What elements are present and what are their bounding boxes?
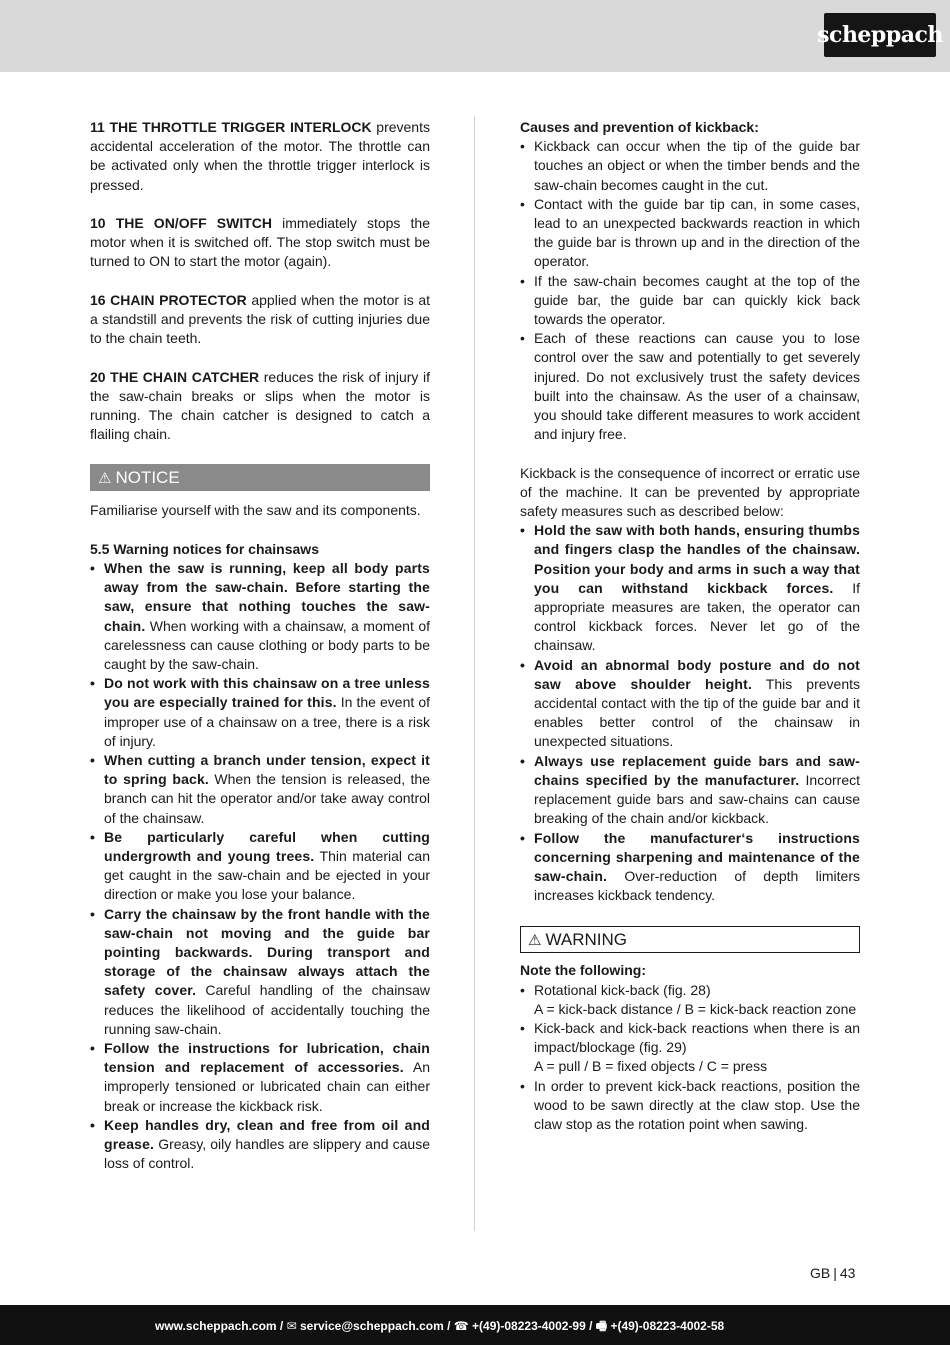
- paragraph-chain-protector: 16 CHAIN PROTECTOR applied when the motor is at a standstill and prevents the risk of cutting injuries due to the chain teeth.: [90, 291, 430, 347]
- warning-notices-list: [90, 559, 430, 1174]
- left-column: [90, 118, 430, 1174]
- list-item: • When the saw is running, keep all body parts away from the saw-chain. Before starting the saw, ensure that nothing touches the saw-chain. When working with a chainsaw, a moment of carelessness can cause clothing or body parts to be caught by the saw-chain.: [90, 559, 430, 674]
- list-item: • Kick-back and kick-back reactions when there is an impact/blockage (fig. 29) A = pull / B = fixed objects / C = press: [520, 1019, 860, 1077]
- warning-banner: ⚠ WARNING: [520, 926, 860, 953]
- list-item: • Kickback can occur when the tip of the guide bar touches an object or when the timber bends and the saw-chain becomes caught in the cut.: [520, 137, 860, 195]
- section-heading: 5.5 Warning notices for chainsaws: [90, 540, 319, 557]
- list-item: • Avoid an abnormal body posture and do not saw above shoulder height. This prevents accidental contact with the tip of the guide bar and it enables better control of the chainsaw in unexpected situations.: [520, 656, 860, 752]
- list-item: • Each of these reactions can cause you to lose control over the saw and potentially to get severely injured. Do not exclusively trust the safety devices built into the chainsaw. As the user of a chainsaw, you should take different measures to work accident and injury free.: [520, 329, 860, 444]
- paragraph-throttle-interlock: 11 THE THROTTLE TRIGGER INTERLOCK prevents accidental acceleration of the motor. The throttle can be activated only when the throttle trigger interlock is pressed.: [90, 119, 430, 193]
- list-item: • Follow the instructions for lubrication, chain tension and replacement of accessories. An improperly tensioned or lubricated chain can either break or increase the kickback risk.: [90, 1039, 430, 1116]
- list-item: • Rotational kick-back (fig. 28) A = kick-back distance / B = kick-back reaction zone: [520, 981, 860, 1019]
- brand-logo: scheppach: [824, 13, 936, 57]
- header-bar: [0, 0, 950, 72]
- right-column: [520, 118, 860, 1134]
- paragraph-onoff-switch: 10 THE ON/OFF SWITCH immediately stops the motor when it is switched off. The stop switch must be turned to ON to start the motor (again).: [90, 215, 430, 270]
- list-item: • Keep handles dry, clean and free from oil and grease. Greasy, oily handles are slippery and cause loss of control.: [90, 1116, 430, 1174]
- kickback-paragraph: Kickback is the consequence of incorrect or erratic use of the machine. It can be prevented by appropriate safety measures such as described below:: [520, 464, 860, 520]
- list-item: • Be particularly careful when cutting undergrowth and young trees. Thin material can get caught in the saw-chain and be ejected in your direction or make you lose your balance.: [90, 828, 430, 905]
- page-number: GB | 43: [810, 1265, 856, 1281]
- causes-list: [520, 137, 860, 444]
- list-item: • Follow the manufacturer‘s instructions concerning sharpening and maintenance of the saw-chain. Over-reduction of depth limiters increases kickback tendency.: [520, 829, 860, 906]
- note-heading: Note the following:: [520, 962, 646, 979]
- list-item: • In order to prevent kick-back reactions, position the wood to be sawn directly at the claw stop. Use the claw stop as the rotation point when sawing.: [520, 1077, 860, 1135]
- list-item: • Carry the chainsaw by the front handle with the saw-chain not moving and the guide bar pointing backwards. During transport and storage of the chainsaw always attach the safety cover. Careful handling of the chainsaw reduces the likelihood of accidentally touching the running saw-chain.: [90, 905, 430, 1039]
- warning-triangle-icon: ⚠: [98, 470, 112, 488]
- kickback-measures-list: [520, 521, 860, 905]
- notes-list: [520, 981, 860, 1135]
- column-divider: [474, 116, 475, 1231]
- list-item: • Hold the saw with both hands, ensuring thumbs and fingers clasp the handles of the chainsaw. Position your body and arms in such a way that you can withstand kickback forces. If appropriate measures are taken, the operator can control kickback forces. Never let go of the chainsaw.: [520, 521, 860, 655]
- paragraph-chain-catcher: 20 THE CHAIN CATCHER reduces the risk of injury if the saw-chain breaks or slips when the motor is running. The chain catcher is designed to catch a flailing chain.: [90, 368, 430, 443]
- footer-contact: www.scheppach.com / ✉ service@scheppach.com / ☎ +(49)-08223-4002-99 / 🖷 +(49)-08223-4002-58: [155, 1319, 725, 1333]
- notice-banner: ⚠ NOTICE: [90, 464, 430, 491]
- list-item: • Contact with the guide bar tip can, in some cases, lead to an unexpected backwards reaction in which the guide bar is thrown up and in the direction of the operator.: [520, 195, 860, 272]
- warning-triangle-icon: ⚠: [528, 932, 542, 950]
- causes-heading: Causes and prevention of kickback:: [520, 119, 759, 135]
- list-item: • Do not work with this chainsaw on a tree unless you are especially trained for this. In the event of improper use of a chainsaw on a tree, there is a risk of injury.: [90, 674, 430, 751]
- list-item: • When cutting a branch under tension, expect it to spring back. When the tension is released, the branch can hit the operator and/or take away control of the chainsaw.: [90, 751, 430, 828]
- list-item: • If the saw-chain becomes caught at the top of the guide bar, the guide bar can quickly kick back towards the operator.: [520, 272, 860, 330]
- footer-bar: [0, 1305, 950, 1345]
- list-item: • Always use replacement guide bars and saw-chains specified by the manufacturer. Incorrect replacement guide bars and saw-chains can cause breaking of the chain and/or kickback.: [520, 752, 860, 829]
- notice-text: Familiarise yourself with the saw and its components.: [90, 502, 421, 519]
